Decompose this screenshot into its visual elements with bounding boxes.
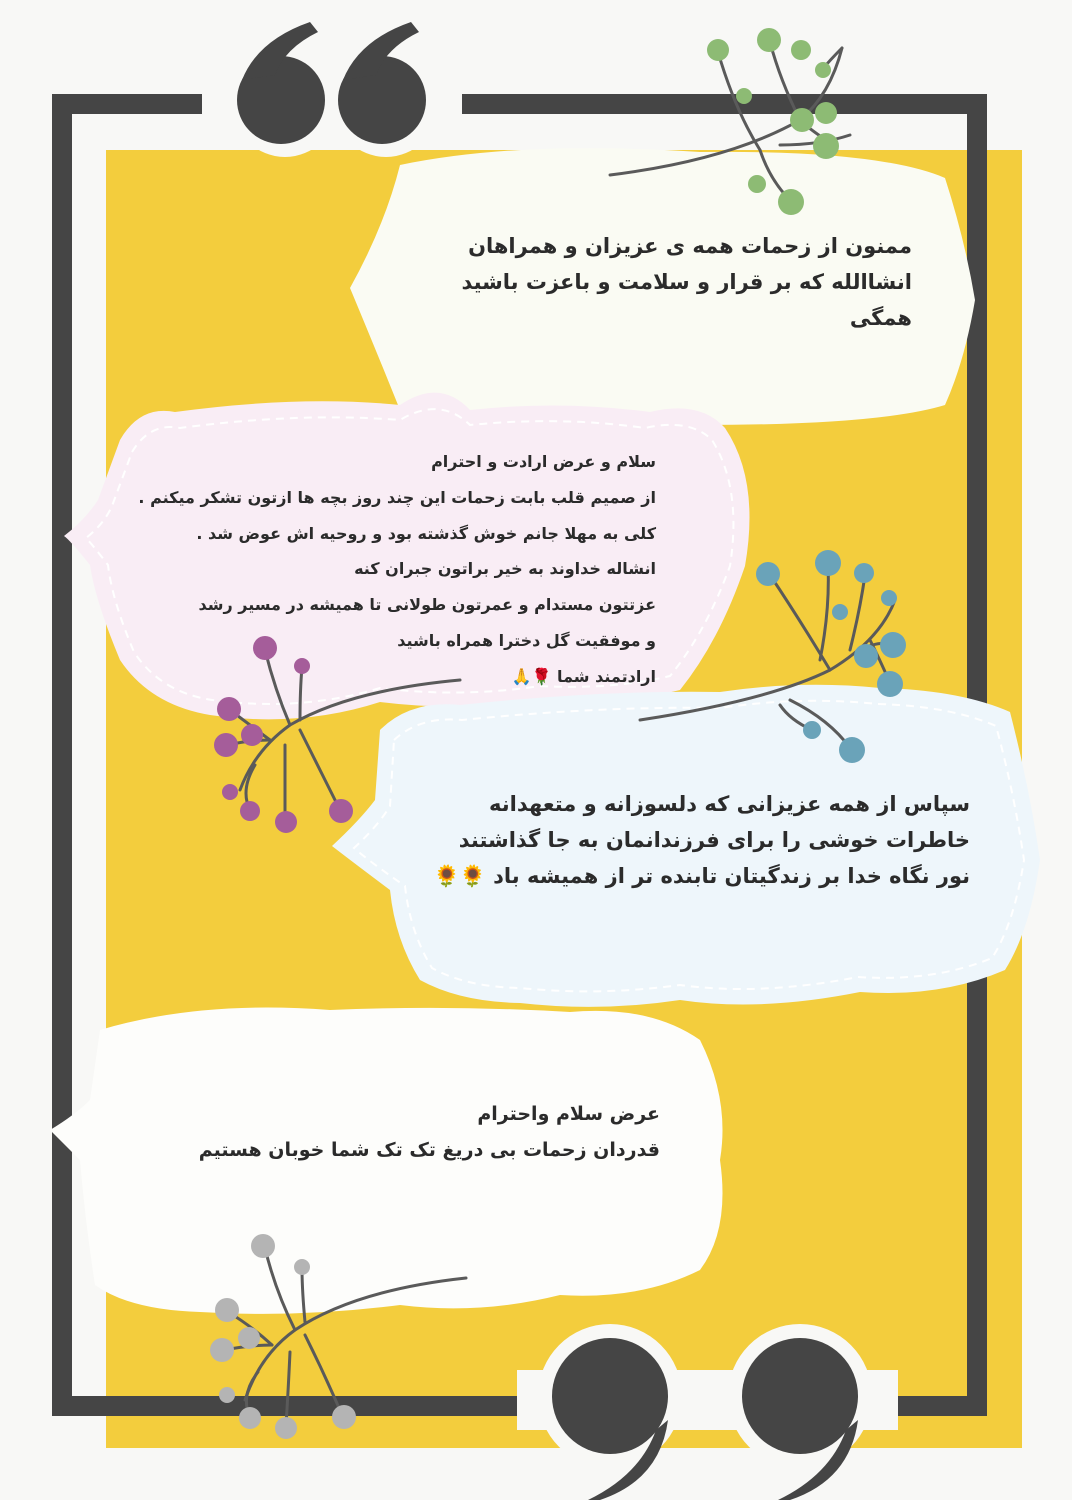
note-2-line: و موفقیت گل دخترا همراه باشید xyxy=(397,630,656,650)
note-2-line: کلی به مهلا جانم خوش گذشته بود و روحیه اش عوض شد . xyxy=(196,523,656,543)
note-1 xyxy=(461,228,912,336)
note-1-line: ممنون از زحمات همه ی عزیزان و همراهان xyxy=(468,234,912,258)
note-3-line: نور نگاه خدا بر زندگیتان تابنده تر از همیشه باد 🌻🌻 xyxy=(433,864,970,888)
note-4 xyxy=(198,1096,660,1168)
note-3-line: خاطرات خوشی را برای فرزندانمان به جا گذاشتند xyxy=(458,828,970,852)
note-2-line: عزتتون مستدام و عمرتون طولانی تا همیشه در مسیر رشد xyxy=(198,595,656,615)
note-4-line: عرض سلام واحترام xyxy=(477,1103,660,1125)
note-2-line: انشاله خداوند به خیر براتون جبران کنه xyxy=(354,559,656,579)
quote-open-icon xyxy=(202,22,462,157)
note-3-line: سپاس از همه عزیزانی که دلسوزانه و متعهدانه xyxy=(489,792,970,816)
note-2-line: سلام و عرض ارادت و احترام xyxy=(431,452,656,471)
note-1-line: انشاالله که بر قرار و سلامت و باعزت باشید xyxy=(461,270,912,294)
note-3 xyxy=(433,786,970,894)
note-4-line: قدردان زحمات بی دریغ تک تک شما خوبان هستیم xyxy=(198,1139,660,1161)
note-2-line: ارادتمند شما 🌹🙏 xyxy=(511,666,656,686)
note-2-line: از صمیم قلب بابت زحمات این چند روز بچه ها ازتون تشکر میکنم . xyxy=(138,487,656,507)
note-2 xyxy=(138,444,656,695)
note-1-line: همگی xyxy=(849,306,912,330)
